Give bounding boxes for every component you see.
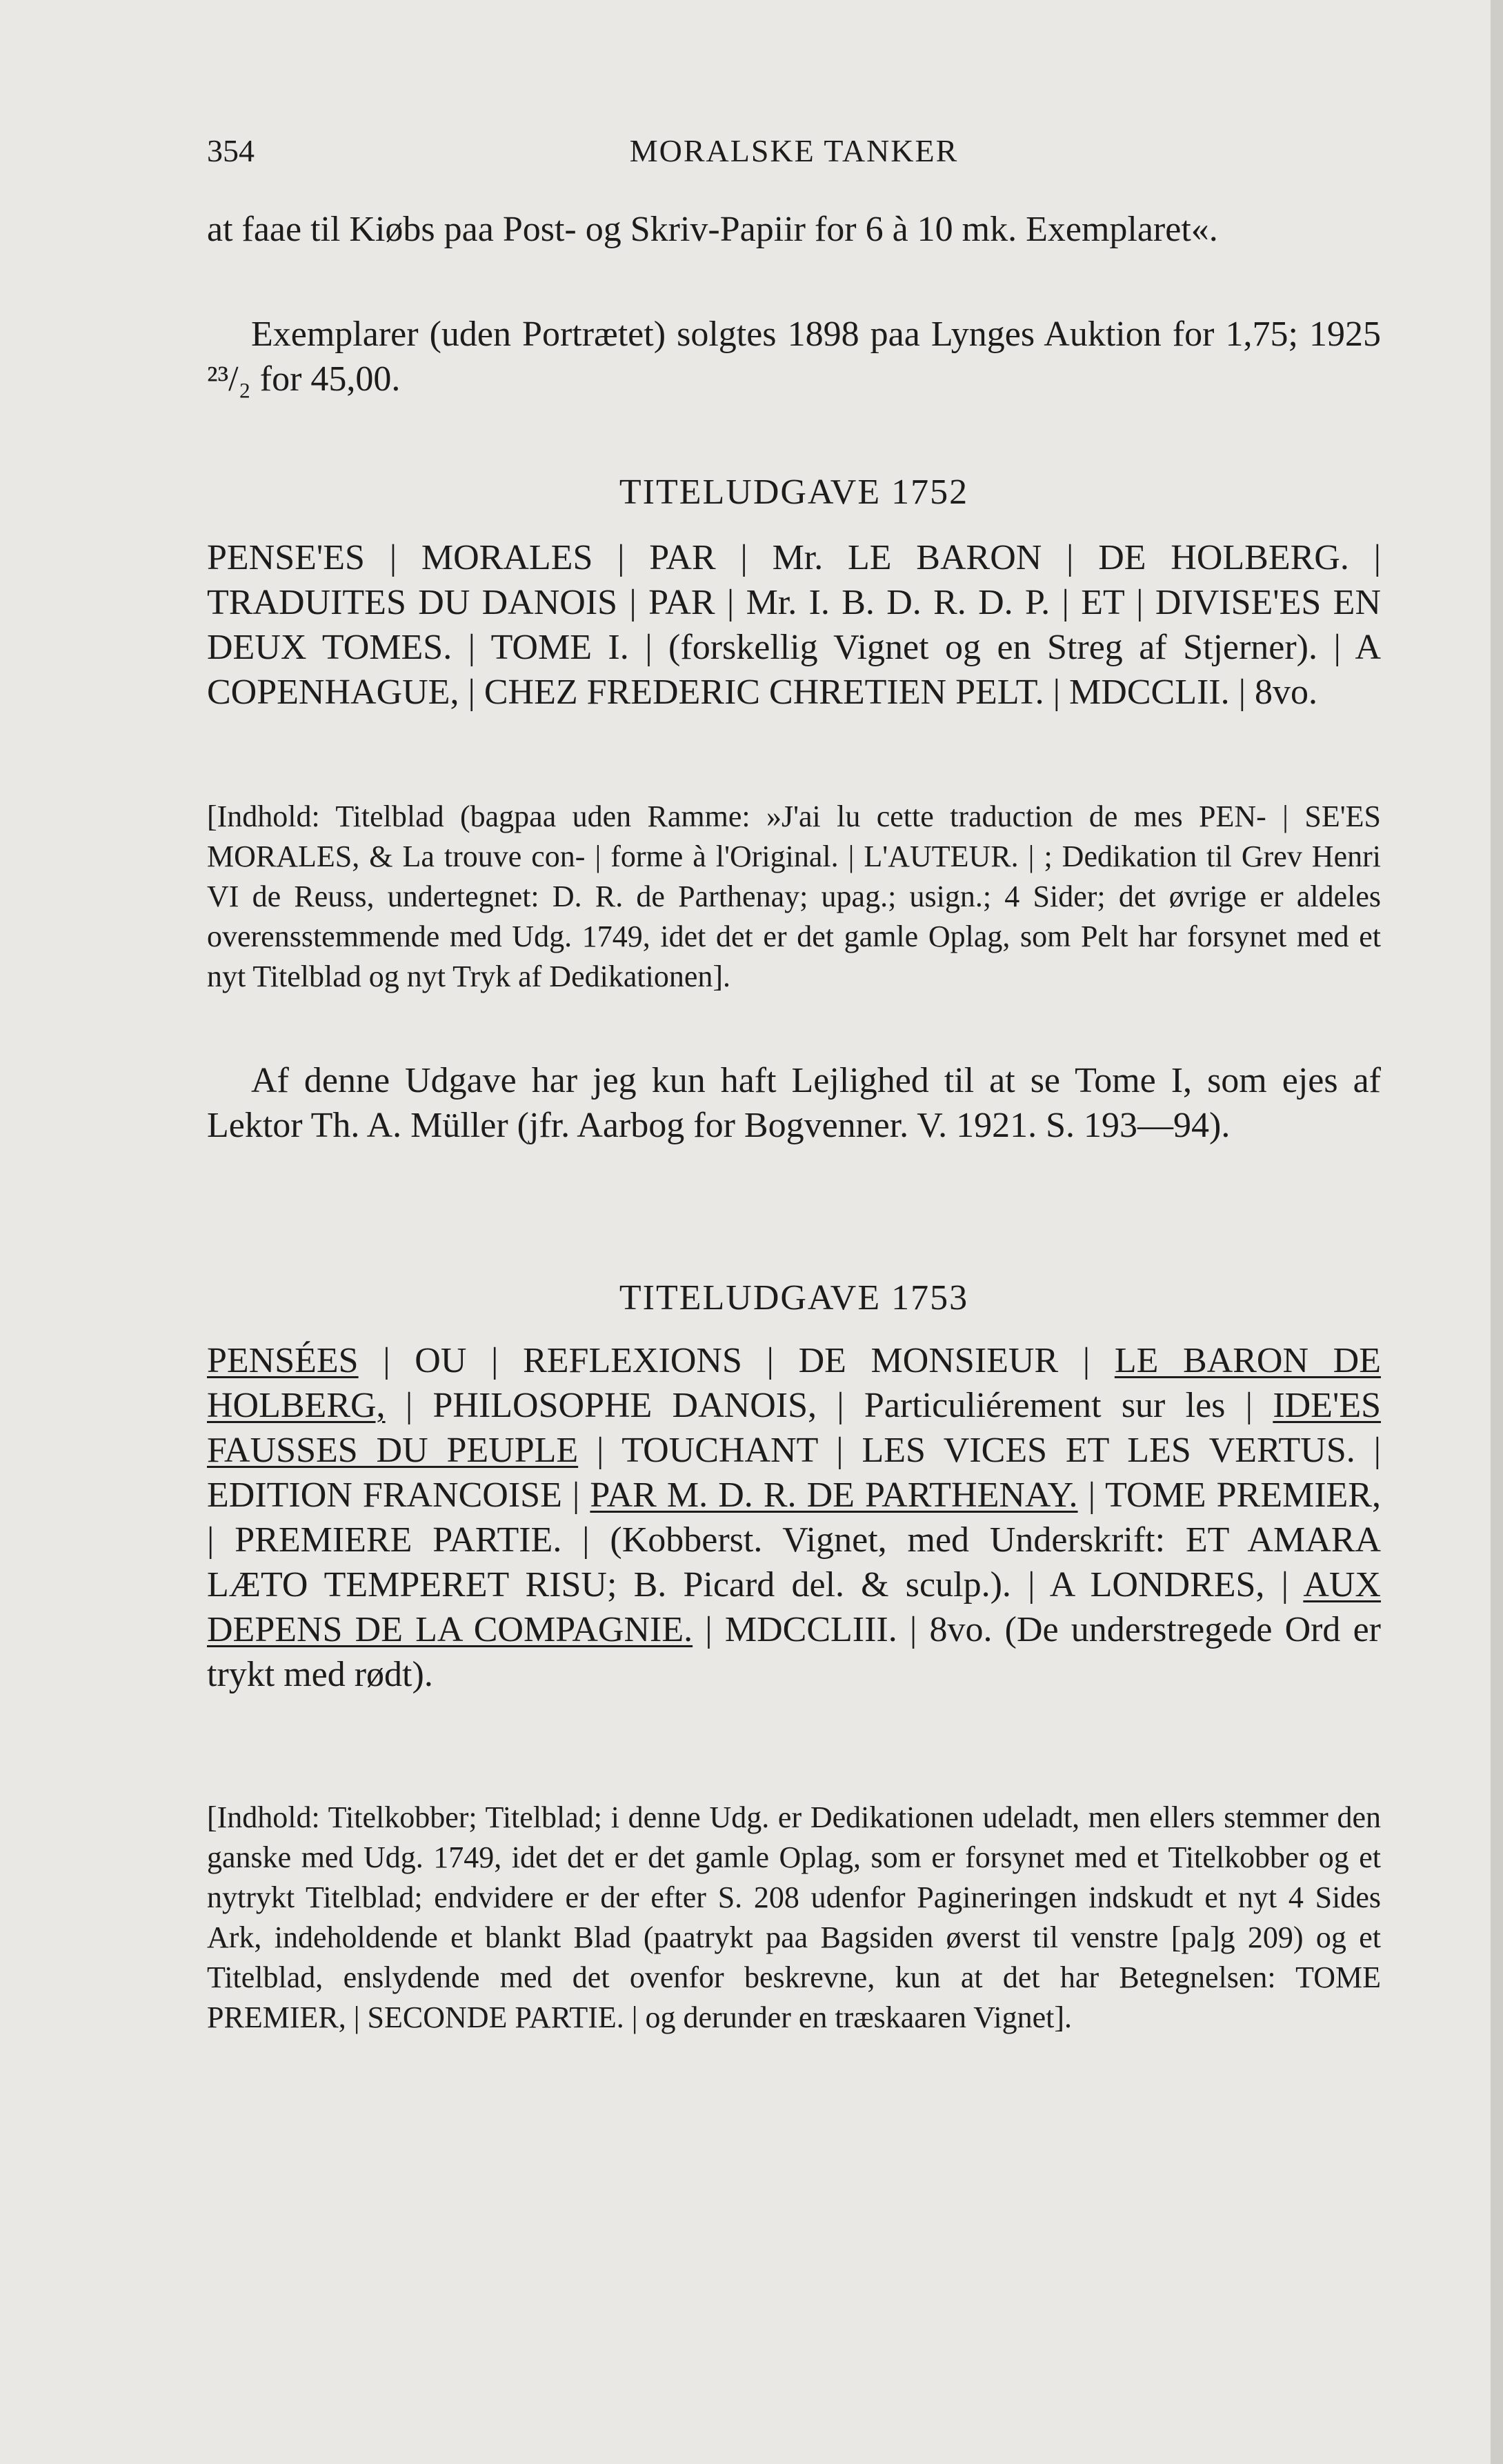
red-underlined-text: LE BARON DE HOLBERG, (207, 1341, 1381, 1425)
paragraph-1: at faae til Kiøbs paa Post- og Skriv-Papiir for 6 à 10 mk. Exemplaret«. (207, 210, 1218, 249)
red-underlined-text: IDE'ES FAUSSES DU PEUPLE (207, 1386, 1381, 1470)
title-description-1752: PENSE'ES | MORALES | PAR | Mr. LE BARON | DE HOLBERG. | TRADUITES DU DANOIS | PAR | Mr. I. B. D. R. D. P. | ET | DIVISE'ES EN DEUX TOMES. | TOME I. | (forskellig Vignet og en Streg af Stjerner). | A COPENHAGUE, | CHEZ FREDERIC CHRETIEN PELT. | MDCCLII. | 8vo. (207, 538, 1381, 712)
paragraph-2: Exemplarer (uden Portrætet) solgtes 1898 paa Lynges Auktion for 1,75; 1925 ²³/₂ for 45,00. (207, 315, 1381, 399)
section-heading-1753: TITELUDGAVE 1753 (619, 1278, 969, 1318)
contents-note-1752: [Indhold: Titelblad (bagpaa uden Ramme: »J'ai lu cette traduction de mes PEN- | SE'ES MORALES, & La trouve con- | forme à l'Original. | L'AUTEUR. | ; Dedikation til Grev Henri VI de Reuss, undertegnet: D. R. de Parthenay; upag.; usign.; 4 Sider; det øvrige er aldeles overensstemmende med Udg. 1749, idet det er det gamle Oplag, som Pelt har forsynet med et nyt Titelblad og nyt Tryk af Dedikationen]. (207, 799, 1381, 993)
red-underlined-text: AUX DEPENS DE LA COMPAGNIE. (207, 1565, 1381, 1649)
red-underlined-text: PAR M. D. R. DE PARTHENAY. (590, 1476, 1078, 1515)
page-number: 354 (207, 133, 255, 168)
section-heading-1752: TITELUDGAVE 1752 (619, 473, 969, 512)
contents-note-1753: [Indhold: Titelkobber; Titelblad; i denne Udg. er Dedikationen udeladt, men ellers stemmer den ganske med Udg. 1749, idet det er det gamle Oplag, som er forsynet med et Titelkobber og et nytrykt Titelblad; endvidere er der efter S. 208 udenfor Pagineringen indskudt et nyt 4 Sides Ark, indeholdende et blankt Blad (paatrykt paa Bagsiden øverst til venstre [pa]g 209) og et Titelblad, enslydende med det ovenfor beskrevne, kun at det har Betegnelsen: TOME PREMIER, | SECONDE PARTIE. | og derunder en træskaaren Vignet]. (207, 1800, 1381, 2034)
title-text: | MDCCLIII. | 8vo. (De understregede Ord er trykt med rødt). (207, 1610, 1382, 1694)
page-edge (1491, 0, 1503, 2464)
title-text: | OU | REFLEXIONS | DE MONSIEUR | (358, 1341, 1115, 1380)
running-head: MORALSKE TANKER (629, 133, 959, 168)
title-description-1753 (207, 1338, 1381, 1697)
red-underlined-text: PENSÉES (207, 1341, 359, 1380)
title-text: | TOME PREMIER, | PREMIERE PARTIE. | (Kobberst. Vignet, med Underskrift: ET AMARA LÆTO TEMPERET RISU; B. Picard del. & sculp.). | A LONDRES, | (207, 1476, 1381, 1604)
title-text: | TOUCHANT | LES VICES ET LES VERTUS. | EDITION FRANCOISE | (207, 1431, 1382, 1515)
title-text: | PHILOSOPHE DANOIS, | Particuliérement sur les | (385, 1386, 1273, 1425)
paragraph-3: Af denne Udgave har jeg kun haft Lejlighed til at se Tome I, som ejes af Lektor Th. A. Müller (jfr. Aarbog for Bogvenner. V. 1921. S. 193—94). (207, 1061, 1381, 1145)
page-header (207, 132, 1381, 174)
